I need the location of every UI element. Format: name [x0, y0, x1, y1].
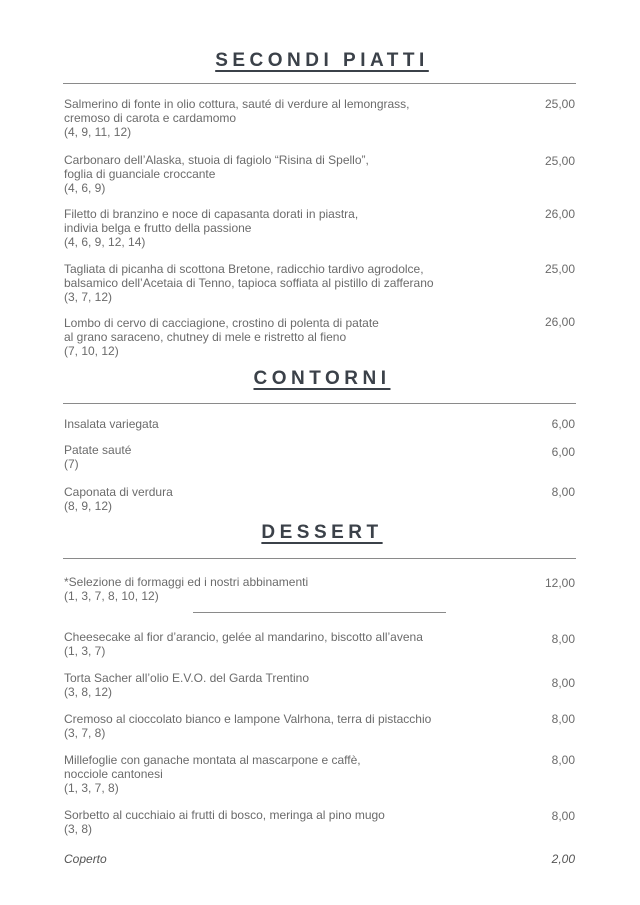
item-allergens: (7)	[64, 457, 79, 471]
item-description: *Selezione di formaggi ed i nostri abbinamenti	[64, 575, 309, 589]
menu-item	[64, 630, 484, 658]
section-heading-contorni: CONTORNI	[253, 368, 391, 389]
item-price: 26,00	[544, 207, 575, 221]
item-description: foglia di guanciale croccante	[64, 167, 216, 181]
menu-item	[64, 153, 484, 195]
item-price: 6,00	[551, 445, 575, 459]
item-description: indivia belga e frutto della passione	[64, 221, 252, 235]
item-allergens: (4, 6, 9)	[64, 181, 106, 195]
item-allergens: (4, 9, 11, 12)	[64, 125, 132, 139]
item-price: 25,00	[544, 154, 575, 168]
item-allergens: (1, 3, 7, 8, 10, 12)	[64, 589, 159, 603]
menu-item	[64, 575, 484, 603]
divider	[63, 83, 576, 84]
item-description: Cremoso al cioccolato bianco e lampone Valrhona, terra di pistacchio	[64, 712, 432, 726]
item-allergens: (3, 8, 12)	[64, 685, 113, 699]
cover-charge-label: Coperto	[64, 852, 107, 866]
item-description: Filetto di branzino e noce di capasanta dorati in piastra,	[64, 207, 359, 221]
item-description: Millefoglie con ganache montata al mascarpone e caffè,	[64, 753, 361, 767]
menu-item	[64, 443, 484, 471]
item-price: 8,00	[551, 632, 575, 646]
menu-item	[64, 712, 484, 740]
item-allergens: (8, 9, 12)	[64, 499, 113, 513]
menu-item	[64, 753, 484, 795]
item-description: Sorbetto al cucchiaio ai frutti di bosco, meringa al pino mugo	[64, 808, 385, 822]
item-description: Insalata variegata	[64, 417, 159, 431]
item-allergens: (1, 3, 7)	[64, 644, 106, 658]
item-description: nocciole cantonesi	[64, 767, 163, 781]
section-heading-secondi: SECONDI PIATTI	[215, 50, 429, 71]
item-description: Cheesecake al fior d’arancio, gelée al mandarino, biscotto all’avena	[64, 630, 423, 644]
item-price: 26,00	[544, 315, 575, 329]
item-allergens: (1, 3, 7, 8)	[64, 781, 119, 795]
item-description: al grano saraceno, chutney di mele e ristretto al fieno	[64, 330, 347, 344]
item-price: 25,00	[544, 97, 575, 111]
menu-item	[64, 207, 484, 249]
item-price: 8,00	[551, 712, 575, 726]
item-allergens: (3, 7, 12)	[64, 290, 113, 304]
item-description: Torta Sacher all’olio E.V.O. del Garda Trentino	[64, 671, 310, 685]
item-description: Salmerino di fonte in olio cottura, sauté di verdure al lemongrass,	[64, 97, 410, 111]
item-description: Lombo di cervo di cacciagione, crostino di polenta di patate	[64, 316, 379, 330]
menu-item	[64, 671, 484, 699]
item-price: 8,00	[551, 676, 575, 690]
item-price: 12,00	[544, 576, 575, 590]
item-description: Tagliata di picanha di scottona Bretone, radicchio tardivo agrodolce,	[64, 262, 424, 276]
item-description: Caponata di verdura	[64, 485, 173, 499]
menu-item	[64, 417, 484, 431]
item-description: balsamico dell’Acetaia di Tenno, tapioca soffiata al pistillo di zafferano	[64, 276, 434, 290]
item-allergens: (4, 6, 9, 12, 14)	[64, 235, 146, 249]
menu-item	[64, 316, 484, 358]
menu-item	[64, 262, 484, 304]
item-description: Patate sauté	[64, 443, 132, 457]
item-price: 8,00	[551, 485, 575, 499]
cheese-divider	[193, 612, 446, 613]
divider	[63, 558, 576, 559]
item-price: 6,00	[551, 417, 575, 431]
item-price: 8,00	[551, 753, 575, 767]
item-price: 8,00	[551, 809, 575, 823]
item-allergens: (3, 7, 8)	[64, 726, 106, 740]
item-description: cremoso di carota e cardamomo	[64, 111, 237, 125]
menu-item	[64, 808, 484, 836]
divider	[63, 403, 576, 404]
cover-charge-price: 2,00	[551, 852, 575, 866]
item-allergens: (7, 10, 12)	[64, 344, 119, 358]
menu-item	[64, 485, 484, 513]
section-heading-dessert: DESSERT	[261, 522, 383, 543]
item-price: 25,00	[544, 262, 575, 276]
item-allergens: (3, 8)	[64, 822, 93, 836]
item-description: Carbonaro dell’Alaska, stuoia di fagiolo “Risina di Spello”,	[64, 153, 369, 167]
menu-item	[64, 97, 484, 139]
